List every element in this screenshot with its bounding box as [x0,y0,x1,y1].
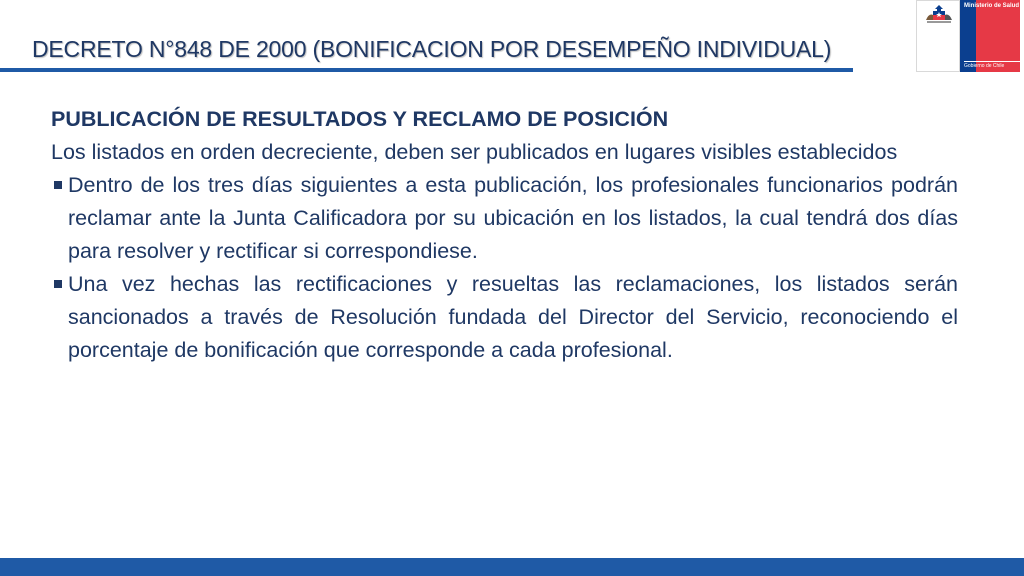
slide-title: DECRETO N°848 DE 2000 (BONIFICACION POR DESEMPEÑO INDIVIDUAL) [32,36,832,62]
logo-emblem-panel [916,0,960,72]
bullet-text: Una vez hechas las rectificaciones y resueltas las reclamaciones, los listados serán sancionados a través de Resolución fundada del Director del Servicio, reconociendo el porcentaje de bonificación que corresponde a cada profesional. [68,272,958,362]
slide-content [51,103,958,367]
bullet-text: Dentro de los tres días siguientes a esta publicación, los profesionales funcionarios podrán reclamar ante la Junta Calificadora por su ubicación en los listados, la cual tendrá dos días para resolver y rectificar si correspondiese. [68,173,958,263]
square-bullet-icon [54,181,62,189]
bullet-item [51,169,958,268]
intro-paragraph: Los listados en orden decreciente, deben ser publicados en lugares visibles establecidos [51,140,898,164]
logo-ministry-text: Ministerio de Salud [964,3,1020,9]
logo-government-text: Gobierno de Chile [964,61,1020,69]
ministry-logo [916,0,1020,72]
section-heading: PUBLICACIÓN DE RESULTADOS Y RECLAMO DE POSICIÓN [51,107,669,131]
bullet-item [51,268,958,367]
footer-bar [0,558,1024,576]
square-bullet-icon [54,280,62,288]
title-underline [0,68,853,72]
coat-of-arms-icon [923,3,955,25]
